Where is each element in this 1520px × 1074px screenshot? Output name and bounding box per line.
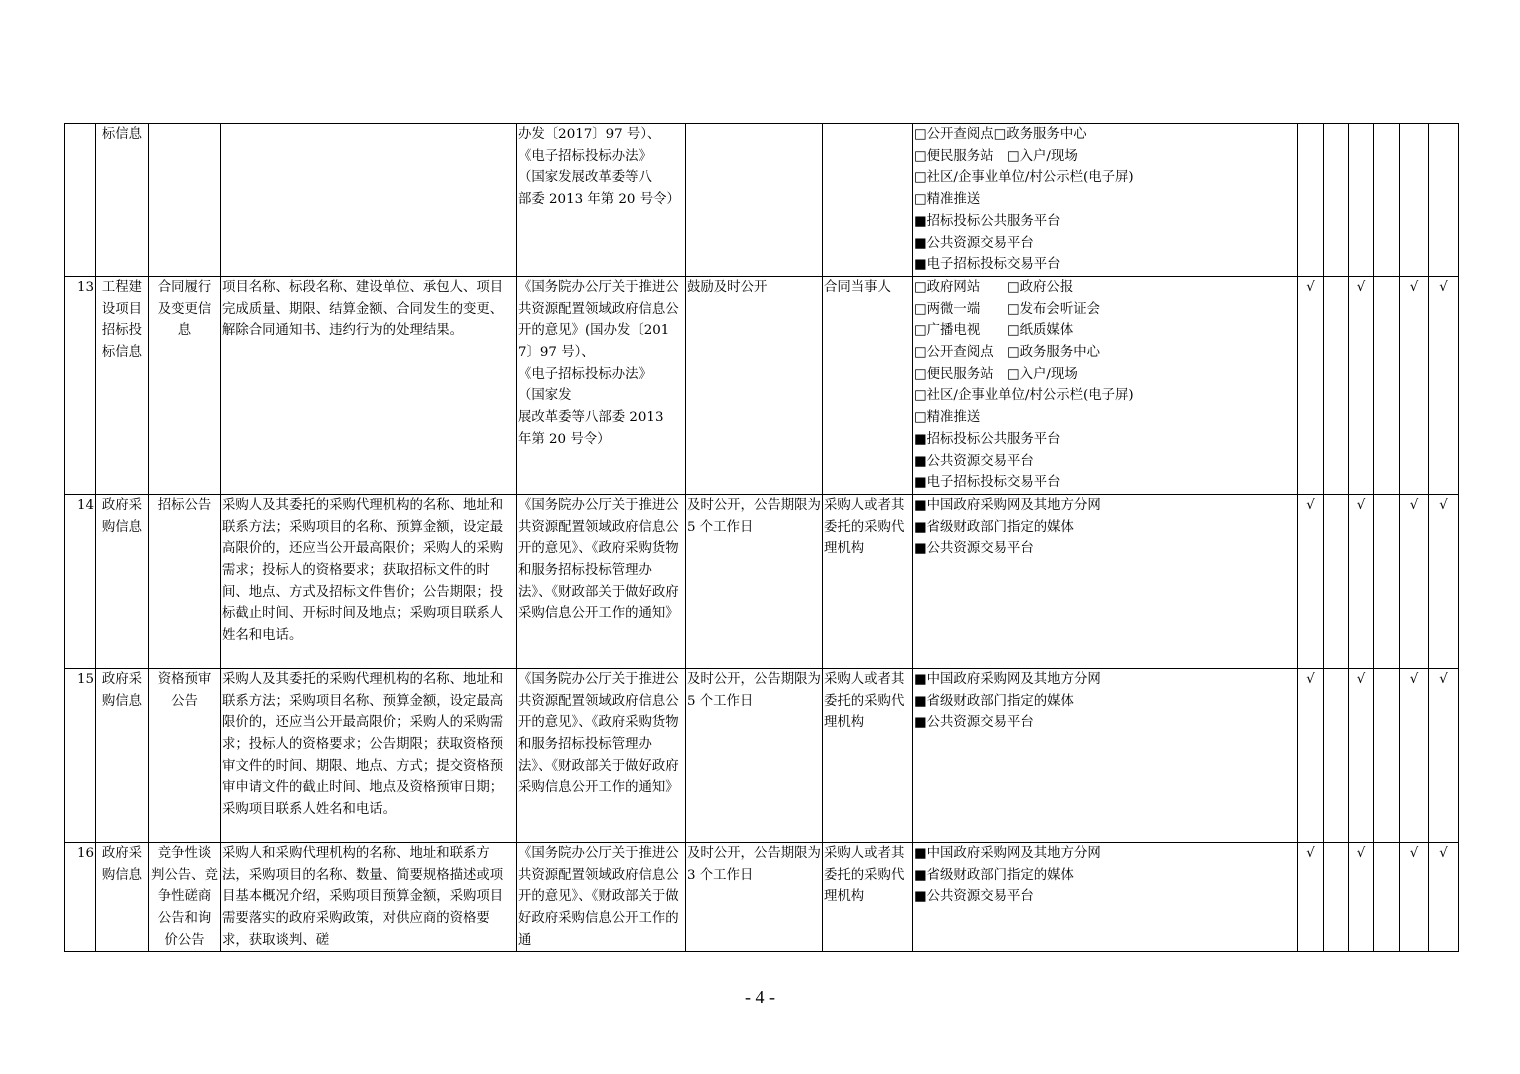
category-cell: 政府采 购信息 xyxy=(96,668,149,842)
category-cell: 工程建 设项目 招标投 标信息 xyxy=(96,276,149,494)
mark-cell xyxy=(1374,842,1400,952)
mark-cell: √ xyxy=(1349,842,1374,952)
row-number xyxy=(65,124,96,277)
mark-cell: √ xyxy=(1429,494,1459,668)
subject-cell: 采购人或者其委托的采购代理机构 xyxy=(823,494,913,668)
timing-cell: 及时公开，公告期限为 5 个工作日 xyxy=(686,668,823,842)
category-cell: 政府采 购信息 xyxy=(96,494,149,668)
subject-cell xyxy=(823,124,913,277)
category-cell: 政府采 购信息 xyxy=(96,842,149,952)
content-cell xyxy=(221,124,517,277)
subject-cell: 合同当事人 xyxy=(823,276,913,494)
item-cell: 资格预审 公告 xyxy=(149,668,221,842)
mark-cell xyxy=(1374,276,1400,494)
item-cell xyxy=(149,124,221,277)
mark-cell xyxy=(1400,124,1429,277)
mark-cell xyxy=(1349,124,1374,277)
mark-cell: √ xyxy=(1429,668,1459,842)
channels-cell: ■中国政府采购网及其地方分网 ■省级财政部门指定的媒体 ■公共资源交易平台 xyxy=(913,668,1298,842)
mark-cell: √ xyxy=(1298,668,1324,842)
content-cell: 项目名称、标段名称、建设单位、承包人、项目完成质量、期限、结算金额、合同发生的变更、解除合同通知书、违约行为的处理结果。 xyxy=(221,276,517,494)
item-cell: 合同履行 及变更信 息 xyxy=(149,276,221,494)
content-cell: 采购人及其委托的采购代理机构的名称、地址和联系方法；采购项目的名称、预算金额，设定最高限价的，还应当公开最高限价；采购人的采购需求；投标人的资格要求；获取招标文件的时间、地点、方式及招标文件售价；公告期限；投标截止时间、开标时间及地点；采购项目联系人姓名和电话。 xyxy=(221,494,517,668)
item-cell: 招标公告 xyxy=(149,494,221,668)
table-row xyxy=(65,668,1459,842)
channels-cell: ■中国政府采购网及其地方分网 ■省级财政部门指定的媒体 ■公共资源交易平台 xyxy=(913,842,1298,952)
mark-cell xyxy=(1324,668,1349,842)
timing-cell: 及时公开，公告期限为 3 个工作日 xyxy=(686,842,823,952)
mark-cell: √ xyxy=(1298,494,1324,668)
mark-cell: √ xyxy=(1429,842,1459,952)
mark-cell xyxy=(1298,124,1324,277)
table-row xyxy=(65,842,1459,952)
basis-cell: 《国务院办公厅关于推进公共资源配置领域政府信息公开的意见》(国办发〔2017〕97 号）、 《电子招标投标办法》 （国家发 展改革委等八部委 2013 年第 20 号令） xyxy=(517,276,686,494)
page-number: - 4 - xyxy=(745,987,775,1007)
item-cell: 竞争性谈 判公告、竞 争性磋商 公告和询 价公告 xyxy=(149,842,221,952)
mark-cell: √ xyxy=(1400,668,1429,842)
table-row xyxy=(65,494,1459,668)
mark-cell xyxy=(1324,494,1349,668)
mark-cell: √ xyxy=(1349,668,1374,842)
mark-cell: √ xyxy=(1400,494,1429,668)
mark-cell xyxy=(1374,124,1400,277)
timing-cell xyxy=(686,124,823,277)
disclosure-table xyxy=(64,123,1459,952)
mark-cell: √ xyxy=(1400,842,1429,952)
subject-cell: 采购人或者其委托的采购代理机构 xyxy=(823,668,913,842)
mark-cell xyxy=(1374,494,1400,668)
basis-cell: 《国务院办公厅关于推进公共资源配置领域政府信息公开的意见》、《财政部关于做好政府采购信息公开工作的通 xyxy=(517,842,686,952)
mark-cell: √ xyxy=(1429,276,1459,494)
channels-cell: □政府网站 □政府公报 □两微一端 □发布会听证会 □广播电视 □纸质媒体 □公开查阅点 □政务服务中心 □便民服务站 □入户/现场 □社区/企事业单位/村公示栏(电子屏) □精准推送 ■招标投标公共服务平台 ■公共资源交易平台 ■电子招标投标交易平台 xyxy=(913,276,1298,494)
category-cell: 标信息 xyxy=(96,124,149,277)
row-number: 14 xyxy=(65,494,96,668)
mark-cell: √ xyxy=(1349,494,1374,668)
mark-cell: √ xyxy=(1298,276,1324,494)
basis-cell: 办发〔2017〕97 号）、 《电子招标投标办法》 （国家发展改革委等八 部委 2013 年第 20 号令） xyxy=(517,124,686,277)
timing-cell: 鼓励及时公开 xyxy=(686,276,823,494)
channels-cell: □公开查阅点□政务服务中心 □便民服务站 □入户/现场 □社区/企事业单位/村公示栏(电子屏) □精准推送 ■招标投标公共服务平台 ■公共资源交易平台 ■电子招标投标交易平台 xyxy=(913,124,1298,277)
mark-cell xyxy=(1429,124,1459,277)
basis-cell: 《国务院办公厅关于推进公共资源配置领域政府信息公开的意见》、《政府采购货物和服务招标投标管理办法》、《财政部关于做好政府采购信息公开工作的通知》 xyxy=(517,668,686,842)
mark-cell xyxy=(1324,124,1349,277)
basis-cell: 《国务院办公厅关于推进公共资源配置领域政府信息公开的意见》、《政府采购货物和服务招标投标管理办法》、《财政部关于做好政府采购信息公开工作的通知》 xyxy=(517,494,686,668)
content-cell: 采购人和采购代理机构的名称、地址和联系方法，采购项目的名称、数量、简要规格描述或项目基本概况介绍，采购项目预算金额，采购项目需要落实的政府采购政策，对供应商的资格要求，获取谈判、磋 xyxy=(221,842,517,952)
row-number: 16 xyxy=(65,842,96,952)
channels-cell: ■中国政府采购网及其地方分网 ■省级财政部门指定的媒体 ■公共资源交易平台 xyxy=(913,494,1298,668)
mark-cell: √ xyxy=(1349,276,1374,494)
timing-cell: 及时公开，公告期限为 5 个工作日 xyxy=(686,494,823,668)
mark-cell: √ xyxy=(1298,842,1324,952)
mark-cell xyxy=(1324,842,1349,952)
table-row xyxy=(65,124,1459,277)
mark-cell: √ xyxy=(1400,276,1429,494)
mark-cell xyxy=(1374,668,1400,842)
row-number: 15 xyxy=(65,668,96,842)
subject-cell: 采购人或者其委托的采购代理机构 xyxy=(823,842,913,952)
table-row xyxy=(65,276,1459,494)
mark-cell xyxy=(1324,276,1349,494)
content-cell: 采购人及其委托的采购代理机构的名称、地址和联系方法；采购项目名称、预算金额，设定最高限价的，还应当公开最高限价；采购人的采购需求；投标人的资格要求；公告期限；获取资格预审文件的时间、期限、地点、方式；提交资格预审申请文件的截止时间、地点及资格预审日期；采购项目联系人姓名和电话。 xyxy=(221,668,517,842)
row-number: 13 xyxy=(65,276,96,494)
